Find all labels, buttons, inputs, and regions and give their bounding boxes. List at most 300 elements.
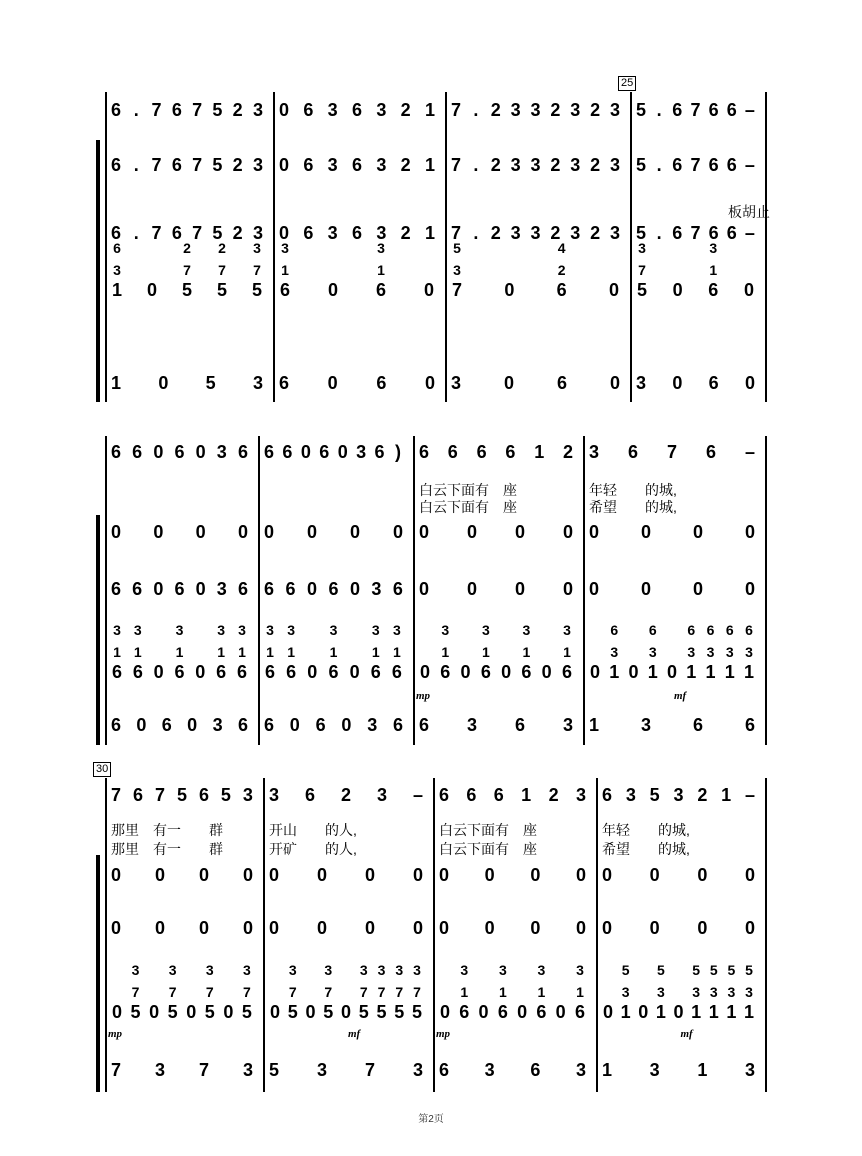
chord-column <box>236 622 248 702</box>
bar-line <box>765 778 767 1092</box>
note: 1 <box>111 372 122 393</box>
note: 0 <box>264 521 275 542</box>
note: 0 <box>195 578 206 599</box>
part2-measure <box>105 521 258 543</box>
part2-measure <box>263 864 433 886</box>
chord-note: 5 <box>636 280 647 300</box>
note: 6 <box>328 578 339 599</box>
note: 3 <box>510 154 521 175</box>
note: 5 <box>212 99 223 120</box>
note: 2 <box>562 441 573 462</box>
part3-measure <box>105 578 258 600</box>
note: 1 <box>424 99 435 120</box>
note: 6 <box>419 441 430 462</box>
chord-note: 7 <box>131 984 140 1000</box>
note: 0 <box>649 917 660 938</box>
note: 7 <box>192 222 203 243</box>
note: 7 <box>690 99 701 120</box>
chord-note: 3 <box>238 622 246 638</box>
chord-note: 6 <box>480 662 491 682</box>
chord-note: 6 <box>706 622 715 638</box>
chord-note: 0 <box>419 662 430 682</box>
chord-note: 0 <box>555 1002 566 1022</box>
note: 7 <box>154 784 165 805</box>
chord-note: 5 <box>204 1002 215 1022</box>
chord-note: 0 <box>340 1002 351 1022</box>
chord-note: 1 <box>576 984 584 1000</box>
note: 0 <box>187 714 198 735</box>
bass-measure <box>273 372 445 394</box>
bass-measure <box>445 372 630 394</box>
chord-note: 3 <box>377 962 386 978</box>
note: 6 <box>303 222 314 243</box>
chord-note: 3 <box>706 644 715 660</box>
note: 6 <box>447 441 458 462</box>
note: – <box>744 99 755 120</box>
part3-measure <box>433 917 596 939</box>
note: 6 <box>315 714 326 735</box>
chord-column <box>628 622 640 702</box>
dynamic-mark: mp <box>108 1028 123 1040</box>
melody-measure <box>583 441 765 463</box>
note: ) <box>394 441 401 462</box>
note: 3 <box>327 154 338 175</box>
note: 3 <box>673 784 684 805</box>
chord-note: 7 <box>638 262 646 278</box>
part2-measure <box>413 521 583 543</box>
note: . <box>133 99 139 120</box>
chord-column <box>391 622 403 702</box>
note: 3 <box>252 154 263 175</box>
note: 0 <box>269 864 280 885</box>
note: 6 <box>505 441 516 462</box>
melody-measure <box>263 784 433 806</box>
chord-note: 6 <box>236 662 247 682</box>
chord-column <box>620 962 632 1042</box>
chord-note: 1 <box>377 262 385 278</box>
chord-column <box>167 962 179 1042</box>
chord-note: 1 <box>743 1002 754 1022</box>
note: 0 <box>562 578 573 599</box>
chord-note: 5 <box>656 962 665 978</box>
note: 6 <box>111 222 122 243</box>
note: 6 <box>111 578 122 599</box>
chord-column <box>349 622 361 702</box>
chord-note: 3 <box>413 962 421 978</box>
note: 3 <box>269 784 280 805</box>
chord-note: 6 <box>556 280 567 300</box>
chord-note: 7 <box>395 984 404 1000</box>
note: 0 <box>466 578 477 599</box>
note: 6 <box>374 441 385 462</box>
chord-note: 6 <box>391 662 402 682</box>
note: 7 <box>690 154 701 175</box>
chord-column <box>370 622 382 702</box>
note: 1 <box>589 714 600 735</box>
note: 1 <box>424 154 435 175</box>
chord-note: 6 <box>687 622 696 638</box>
part2-measure <box>273 154 445 176</box>
chord-measure <box>413 622 583 702</box>
chord-note: 7 <box>377 984 386 1000</box>
melody-measure <box>105 441 258 463</box>
chord-note: 3 <box>563 622 571 638</box>
note: 7 <box>192 154 203 175</box>
chord-note: 7 <box>359 984 368 1000</box>
chord-note: 0 <box>504 280 515 300</box>
note: 3 <box>744 1059 755 1080</box>
note: 6 <box>476 441 487 462</box>
note: 0 <box>279 154 290 175</box>
chord-note: 1 <box>113 644 121 660</box>
chord-column <box>279 240 291 320</box>
melody-measure <box>258 441 413 463</box>
bar-line <box>765 436 767 745</box>
note: 0 <box>589 521 600 542</box>
rehearsal-mark: 25 <box>618 76 636 91</box>
chord-note: 3 <box>281 240 289 256</box>
chord-note: 0 <box>501 662 512 682</box>
note: – <box>412 784 423 805</box>
note: 6 <box>439 784 450 805</box>
note: 0 <box>237 521 248 542</box>
chord-column <box>705 622 717 702</box>
note: 1 <box>697 1059 708 1080</box>
chord-note: 0 <box>146 280 157 300</box>
note: 3 <box>510 99 521 120</box>
note: 2 <box>400 222 411 243</box>
chord-note: 3 <box>621 984 630 1000</box>
note: 6 <box>111 99 122 120</box>
chord-note: 1 <box>743 662 754 682</box>
lyric-text: 白云下面有 座 <box>439 841 537 857</box>
note: 5 <box>649 784 660 805</box>
chord-column <box>111 240 123 320</box>
note: 3 <box>327 222 338 243</box>
note: . <box>133 222 139 243</box>
note: 3 <box>376 222 387 243</box>
note: 6 <box>351 154 362 175</box>
chord-note: 7 <box>168 984 177 1000</box>
note: 6 <box>319 441 330 462</box>
note: – <box>744 222 755 243</box>
chord-column <box>589 622 601 702</box>
note: 1 <box>602 1059 613 1080</box>
note: 2 <box>232 222 243 243</box>
note: 6 <box>493 784 504 805</box>
note: 0 <box>242 917 253 938</box>
note: 6 <box>530 1059 541 1080</box>
chord-note: 3 <box>243 962 251 978</box>
note: 0 <box>697 864 708 885</box>
note: 6 <box>439 1059 450 1080</box>
chord-column <box>725 962 737 1042</box>
chord-note: 1 <box>371 644 380 660</box>
chord-column <box>216 240 228 320</box>
part3-measure <box>258 578 413 600</box>
note: 6 <box>392 578 403 599</box>
note: 3 <box>530 99 541 120</box>
note: 0 <box>575 917 586 938</box>
dynamic-mark: mp <box>416 690 431 702</box>
chord-note: 6 <box>440 662 451 682</box>
note: 6 <box>708 372 719 393</box>
chord-note: 0 <box>349 662 360 682</box>
chord-note: 3 <box>131 962 140 978</box>
note: 2 <box>400 99 411 120</box>
chord-note: 7 <box>205 984 214 1000</box>
note: 7 <box>111 1059 122 1080</box>
note: 3 <box>640 714 651 735</box>
note: 6 <box>198 784 209 805</box>
note: – <box>744 154 755 175</box>
chord-note: 3 <box>481 622 490 638</box>
chord-note: 7 <box>324 984 333 1000</box>
note: 5 <box>636 154 647 175</box>
chord-note: 2 <box>218 240 226 256</box>
note: 0 <box>466 521 477 542</box>
chord-column <box>743 240 755 320</box>
chord-note: 6 <box>111 662 122 682</box>
lyric-text: 开矿 的人, <box>269 841 357 857</box>
note: 0 <box>364 864 375 885</box>
chord-column <box>636 240 648 320</box>
page-number: 第2页 <box>418 1114 444 1125</box>
chord-note: 6 <box>279 280 290 300</box>
note: 0 <box>289 714 300 735</box>
chord-column <box>500 622 512 702</box>
chord-note: 1 <box>281 262 289 278</box>
note: . <box>473 99 479 120</box>
chord-note: 3 <box>692 984 701 1000</box>
note: 2 <box>340 784 351 805</box>
chord-measure <box>105 962 263 1042</box>
chord-note: 1 <box>724 662 735 682</box>
dynamic-mark: mf <box>680 1028 693 1040</box>
note: 6 <box>392 714 403 735</box>
note: 6 <box>132 784 143 805</box>
note: 6 <box>303 154 314 175</box>
note: 6 <box>171 222 182 243</box>
chord-column <box>685 622 697 702</box>
note: 7 <box>198 1059 209 1080</box>
note: 3 <box>154 1059 165 1080</box>
note: 6 <box>672 154 683 175</box>
lyric-text: 白云下面有 座 <box>419 499 517 515</box>
note: 6 <box>279 372 290 393</box>
chord-note: 6 <box>370 662 381 682</box>
note: 6 <box>264 714 275 735</box>
note: – <box>744 784 755 805</box>
chord-column <box>708 962 720 1042</box>
note: 3 <box>376 154 387 175</box>
note: 3 <box>589 441 600 462</box>
chord-note: 7 <box>413 984 421 1000</box>
note: 6 <box>514 714 525 735</box>
note: 0 <box>136 714 147 735</box>
note: 3 <box>451 372 462 393</box>
chord-measure <box>105 622 258 702</box>
note: 3 <box>242 1059 253 1080</box>
note: 3 <box>252 99 263 120</box>
chord-column <box>608 622 620 702</box>
chord-note: 0 <box>517 1002 528 1022</box>
chord-note: 1 <box>708 1002 719 1022</box>
note: 6 <box>744 714 755 735</box>
note: 3 <box>367 714 378 735</box>
chord-column <box>146 240 158 320</box>
chord-note: 2 <box>183 240 191 256</box>
note: 0 <box>744 864 755 885</box>
chord-column <box>215 622 227 702</box>
note: 7 <box>451 99 462 120</box>
chord-note: 7 <box>183 262 191 278</box>
chord-note: 6 <box>375 280 386 300</box>
note: 7 <box>151 99 162 120</box>
note: 0 <box>392 521 403 542</box>
note: 0 <box>419 578 430 599</box>
note: . <box>473 154 479 175</box>
chord-column <box>637 962 649 1042</box>
note: 2 <box>590 154 601 175</box>
melody-measure <box>445 99 630 121</box>
note: . <box>133 154 139 175</box>
chord-note: 0 <box>111 1002 122 1022</box>
melody-measure <box>630 99 765 121</box>
note: 0 <box>575 864 586 885</box>
chord-note: 0 <box>666 662 677 682</box>
chord-measure <box>433 962 596 1042</box>
note: 7 <box>451 222 462 243</box>
note: 3 <box>570 154 581 175</box>
chord-note: 3 <box>395 962 404 978</box>
chord-note: 0 <box>423 280 434 300</box>
chord-column <box>194 622 206 702</box>
part2-measure <box>433 864 596 886</box>
chord-column <box>393 962 405 1042</box>
note: 3 <box>376 99 387 120</box>
chord-column <box>672 240 684 320</box>
note: 6 <box>285 578 296 599</box>
chord-column <box>111 622 123 702</box>
note: 6 <box>174 578 185 599</box>
part2-measure <box>596 864 765 886</box>
chord-column <box>376 962 388 1042</box>
note: 0 <box>649 864 660 885</box>
note: 0 <box>439 917 450 938</box>
note: 2 <box>697 784 708 805</box>
chord-note: 5 <box>376 1002 387 1022</box>
chord-note: 3 <box>460 962 469 978</box>
chord-note: 5 <box>394 1002 405 1022</box>
note: 7 <box>666 441 677 462</box>
chord-note: 3 <box>377 240 385 256</box>
chord-column <box>724 622 736 702</box>
note: 3 <box>216 441 227 462</box>
chord-note: 5 <box>709 962 718 978</box>
chord-note: 0 <box>223 1002 234 1022</box>
note: 0 <box>672 372 683 393</box>
lyric-text: 白云下面有 座 <box>439 822 537 838</box>
chord-note: 1 <box>691 1002 702 1022</box>
note: 6 <box>692 714 703 735</box>
note: 0 <box>692 578 703 599</box>
chord-note: 6 <box>328 662 339 682</box>
chord-note: 3 <box>709 240 718 256</box>
bass-measure <box>433 1059 596 1081</box>
chord-column <box>173 622 185 702</box>
note: 3 <box>636 372 647 393</box>
chord-note: 3 <box>725 644 734 660</box>
note: 0 <box>153 441 164 462</box>
chord-note: 3 <box>324 962 333 978</box>
chord-note: 3 <box>727 984 736 1000</box>
note: 6 <box>111 154 122 175</box>
note: 0 <box>514 578 525 599</box>
note: 3 <box>609 154 620 175</box>
chord-measure <box>445 240 630 320</box>
note: 0 <box>153 578 164 599</box>
chord-note: 3 <box>266 622 274 638</box>
chord-note: 1 <box>111 280 122 300</box>
note: 0 <box>439 864 450 885</box>
chord-column <box>480 622 492 702</box>
system-bracket <box>96 515 100 745</box>
note: 0 <box>306 578 317 599</box>
note: 1 <box>721 784 732 805</box>
rehearsal-mark: 30 <box>93 762 111 777</box>
note: 6 <box>705 441 716 462</box>
chord-note: 3 <box>359 962 368 978</box>
part3-measure <box>263 917 433 939</box>
chord-note: 6 <box>536 1002 547 1022</box>
note: 6 <box>708 99 719 120</box>
chord-column <box>287 962 299 1042</box>
chord-column <box>439 622 451 702</box>
chord-note: 3 <box>113 262 121 278</box>
chord-note: 1 <box>686 662 697 682</box>
note: 3 <box>625 784 636 805</box>
note: 0 <box>744 372 755 393</box>
chord-note: 3 <box>648 644 657 660</box>
chord-note: 0 <box>589 662 600 682</box>
melody-measure <box>433 784 596 806</box>
chord-note: 1 <box>705 662 716 682</box>
chord-note: 1 <box>287 644 296 660</box>
chord-note: 3 <box>133 622 142 638</box>
dynamic-mark: mf <box>348 1028 361 1040</box>
chord-note: 1 <box>563 644 571 660</box>
note: 0 <box>530 864 541 885</box>
part3-measure <box>413 578 583 600</box>
note: 0 <box>306 521 317 542</box>
chord-measure <box>105 240 273 320</box>
note: 5 <box>205 372 216 393</box>
note: 3 <box>252 372 263 393</box>
note: 0 <box>602 864 613 885</box>
note: 6 <box>132 441 143 462</box>
chord-column <box>555 962 567 1042</box>
bass-measure <box>630 372 765 394</box>
chord-column <box>130 962 142 1042</box>
note: 0 <box>158 372 169 393</box>
note: 6 <box>726 222 737 243</box>
chord-note: 0 <box>541 662 552 682</box>
note: 0 <box>412 917 423 938</box>
chord-note: 5 <box>167 1002 178 1022</box>
chord-note: 1 <box>217 644 226 660</box>
lyric-text: 白云下面有 座 <box>419 482 517 498</box>
